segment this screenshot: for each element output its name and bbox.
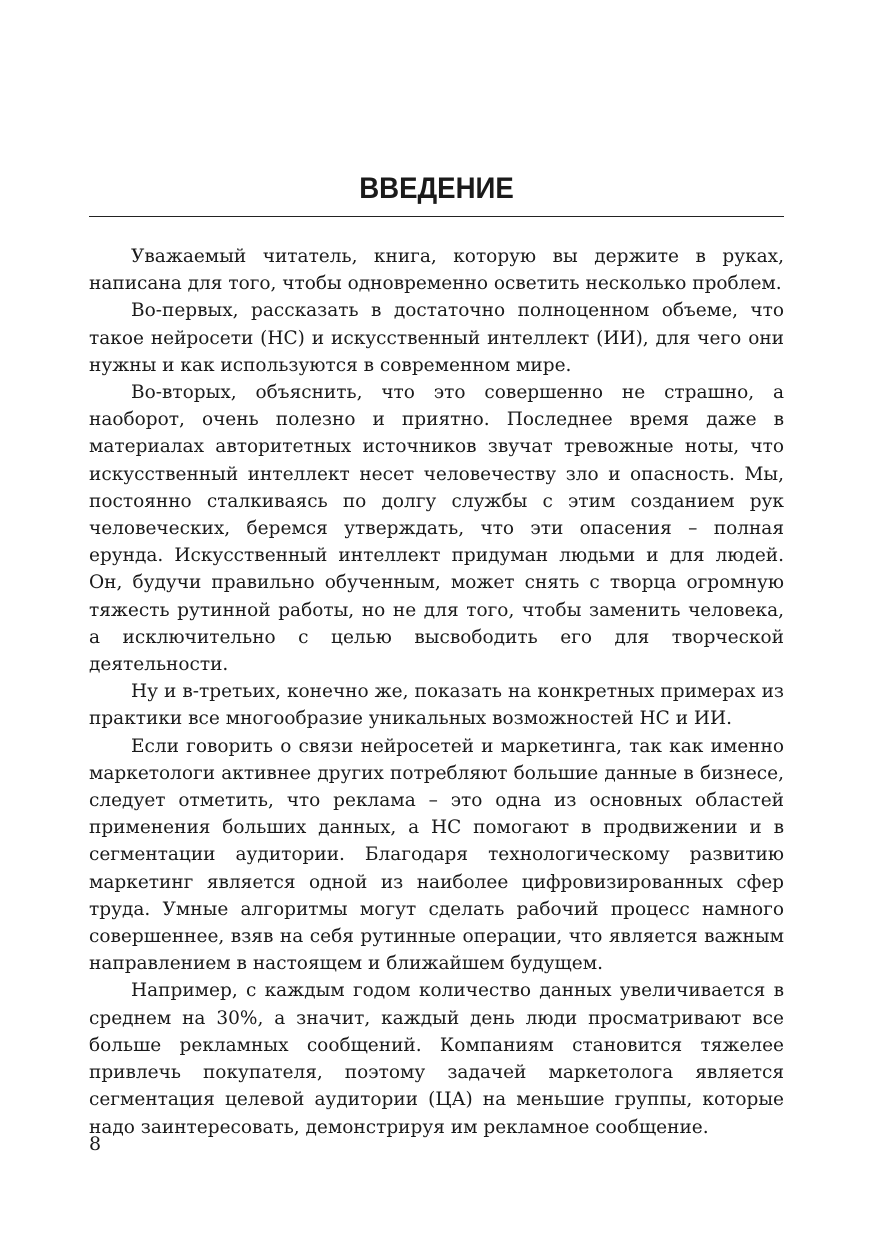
paragraph: Если говорить о связи нейросетей и маркетинга, так как именно маркетологи активнее других потребляют большие данные в бизнесе, следует отметить, что реклама – это одна из основных областей применения больших данных, а НС помогают в продвижении и в сегментации аудитории. Благодаря технологическому развитию маркетинг является одной из наиболее цифровизированных сфер труда. Умные алгоритмы могут сделать рабочий процесс намного совершеннее, взяв на себя рутинные операции, что является важным направлением в настоящем и ближайшем будущем. xyxy=(89,735,784,975)
paragraph: Во-первых, рассказать в достаточно полноценном объеме, что такое нейросети (НС) и искусственный интеллект (ИИ), для чего они нужны и как используются в современном мире. xyxy=(89,300,784,376)
paragraph: Ну и в-третьих, конечно же, показать на конкретных примерах из практики все многообразие уникальных возможностей НС и ИИ. xyxy=(89,681,784,730)
book-page xyxy=(89,0,784,1240)
body-text xyxy=(89,243,784,1141)
chapter-heading: ВВЕДЕНИЕ xyxy=(359,172,514,205)
paragraph: Например, с каждым годом количество данных увеличивается в среднем на 30%, а значит, каждый день люди просматривают все больше рекламных сообщений. Компаниям становится тяжелее привлечь покупателя, поэтому задачей маркетолога является сегментация целевой аудитории (ЦА) на меньшие группы, которые надо заинтересовать, демонстрируя им рекламное сообщение. xyxy=(89,980,784,1138)
page-number: 8 xyxy=(89,1133,102,1155)
paragraph: Уважаемый читатель, книга, которую вы держите в руках, написана для того, чтобы одновременно осветить несколько проблем. xyxy=(89,246,784,295)
paragraph: Во-вторых, объяснить, что это совершенно не страшно, а наоборот, очень полезно и приятно. Последнее время даже в материалах авторитетных источников звучат тревожные ноты, что искусственный интеллект несет человечеству зло и опасность. Мы, постоянно сталкиваясь по долгу службы с этим созданием рук человеческих, беремся утверждать, что эти опасения – полная ерунда. Искусственный интеллект придуман людьми и для людей. Он, будучи правильно обученным, может снять с творца огромную тяжесть рутинной работы, но не для того, чтобы заменить человека, а исключительно с целью высвободить его для творческой деятельности. xyxy=(89,382,784,676)
heading-underline-rule xyxy=(89,216,784,217)
